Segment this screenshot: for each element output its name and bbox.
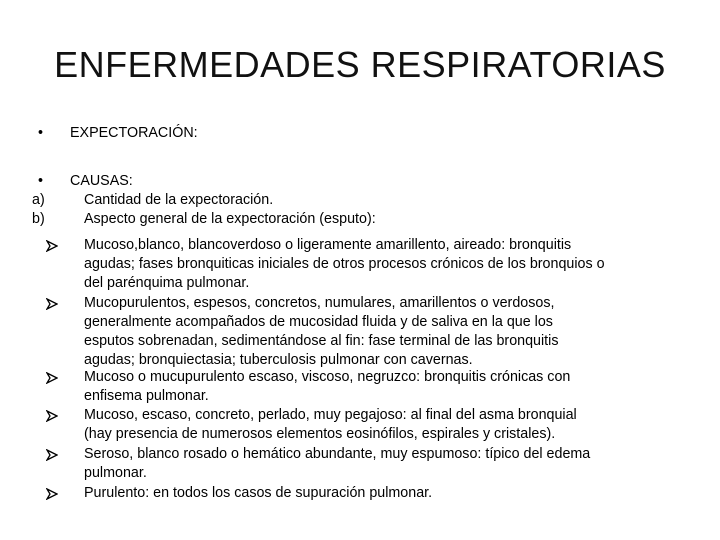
list-item-line: (hay presencia de numerosos elementos eosinófilos, espirales y cristales). xyxy=(84,426,556,442)
causas-label: CAUSAS: xyxy=(70,173,133,189)
list-item-line: agudas; fases bronquiticas iniciales de otros procesos crónicos de los bronquios o xyxy=(84,256,605,272)
bullet-dot: • xyxy=(38,173,44,189)
sub-item-marker: a) xyxy=(32,192,45,208)
sub-item-text: Aspecto general de la expectoración (esputo): xyxy=(84,211,376,227)
list-item-line: pulmonar. xyxy=(84,465,147,481)
arrow-bullet-icon xyxy=(46,298,58,310)
arrow-bullet-icon xyxy=(46,488,58,500)
arrow-bullet-icon xyxy=(46,410,58,422)
expectoracion-label: EXPECTORACIÓN: xyxy=(70,125,198,141)
list-item-line: generalmente acompañados de mucosidad fluida y de saliva en la que los xyxy=(84,314,553,330)
list-item-line: Mucopurulentos, espesos, concretos, numulares, amarillentos o verdosos, xyxy=(84,295,555,311)
list-item-line: del parénquima pulmonar. xyxy=(84,275,250,291)
list-item-line: agudas; bronquiectasia; tuberculosis pulmonar con cavernas. xyxy=(84,352,473,368)
arrow-bullet-icon xyxy=(46,449,58,461)
bullet-dot: • xyxy=(38,125,44,141)
arrow-bullet-icon xyxy=(46,240,58,252)
list-item-line: Mucoso,blanco, blancoverdoso o ligeramente amarillento, aireado: bronquitis xyxy=(84,237,572,253)
list-item-line: Seroso, blanco rosado o hemático abundante, muy espumoso: típico del edema xyxy=(84,446,591,462)
list-item-line: esputos sobrenadan, sedimentándose al fin: fase terminal de las bronquitis xyxy=(84,333,559,349)
arrow-bullet-icon xyxy=(46,372,58,384)
list-item-line: Purulento: en todos los casos de supuración pulmonar. xyxy=(84,485,433,501)
sub-item-text: Cantidad de la expectoración. xyxy=(84,192,274,208)
list-item-line: Mucoso, escaso, concreto, perlado, muy pegajoso: al final del asma bronquial xyxy=(84,407,577,423)
slide-title: ENFERMEDADES RESPIRATORIAS xyxy=(54,44,666,85)
sub-item-marker: b) xyxy=(32,211,45,227)
list-item-line: Mucoso o mucupurulento escaso, viscoso, negruzco: bronquitis crónicas con xyxy=(84,369,571,385)
list-item-line: enfisema pulmonar. xyxy=(84,388,209,404)
